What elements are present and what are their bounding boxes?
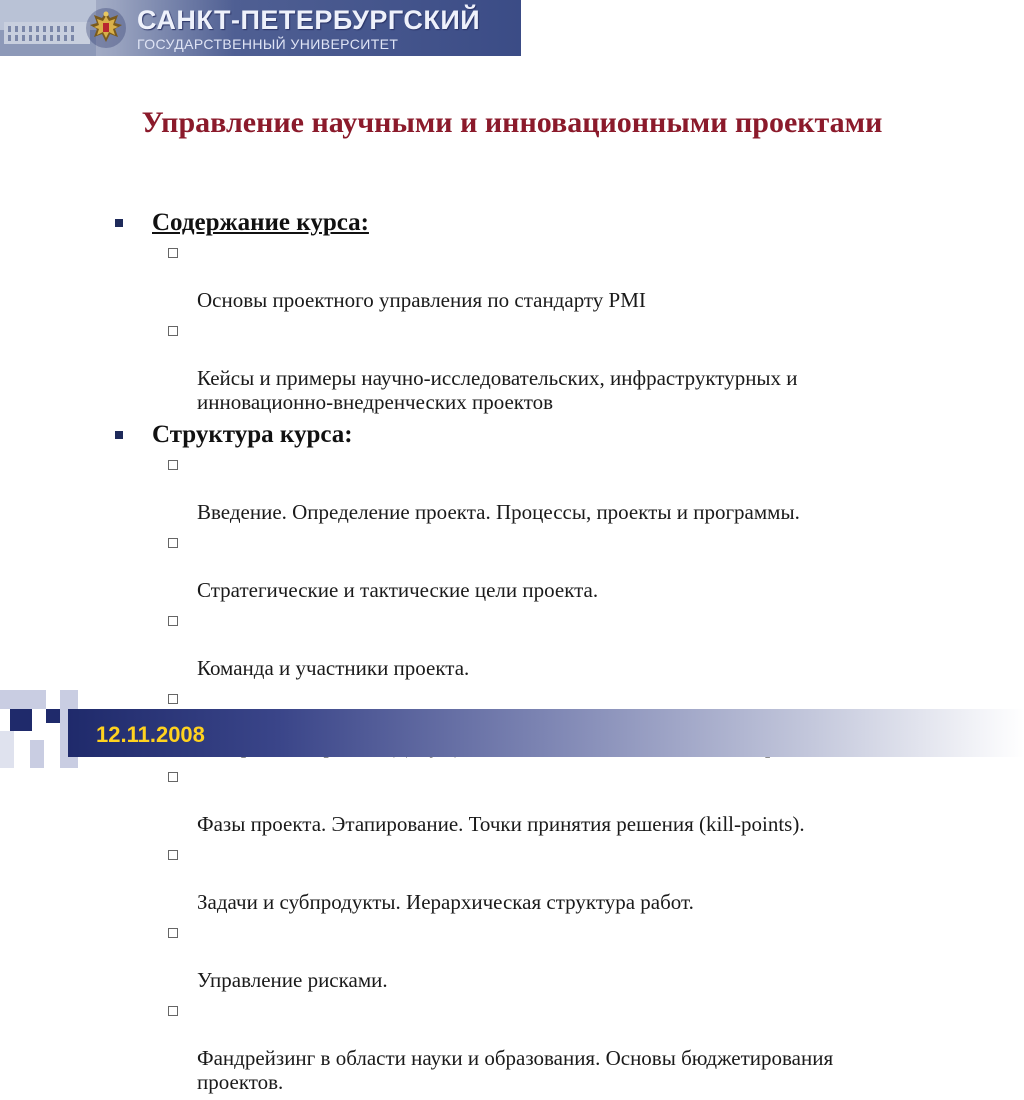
list-item-text: Стратегические и тактические цели проекта. (197, 578, 599, 602)
square-bullet-icon (115, 219, 123, 227)
list-item (112, 240, 1012, 312)
footer-decor-square (0, 690, 46, 709)
footer-date: 12.11.2008 (96, 722, 205, 747)
footer-decor-square (46, 709, 60, 723)
hollow-square-bullet-icon (168, 1006, 178, 1016)
university-building-image (0, 0, 96, 56)
list-item-text: Кейсы и примеры научно-исследовательских, инфраструктурных и инновационно-внедренческих проектов (197, 366, 798, 414)
list-item-text: Управление рисками. (197, 968, 388, 992)
page-title: Управление научными и инновационными проектами (141, 106, 883, 139)
section-heading-content (112, 208, 1012, 238)
university-banner (0, 0, 521, 56)
eagle-emblem-icon (84, 6, 128, 50)
section-heading-structure (112, 420, 1012, 450)
hollow-square-bullet-icon (168, 460, 178, 470)
content-item-list (112, 240, 1012, 414)
list-item (112, 764, 1012, 836)
list-item-text: Введение. Определение проекта. Процессы, проекты и программы. (197, 500, 800, 524)
hollow-square-bullet-icon (168, 616, 178, 626)
list-item (112, 318, 1012, 414)
hollow-square-bullet-icon (168, 248, 178, 258)
footer-decor-square (30, 740, 44, 768)
course-content (112, 208, 1012, 1100)
list-item (112, 842, 1012, 914)
footer-bar (68, 709, 1024, 757)
footer-decor-square (0, 731, 14, 768)
hollow-square-bullet-icon (168, 850, 178, 860)
list-item (112, 920, 1012, 992)
list-item-text: Команда и участники проекта. (197, 656, 470, 680)
hollow-square-bullet-icon (168, 326, 178, 336)
section-heading-text: Структура курса: (152, 421, 353, 448)
list-item (112, 608, 1012, 680)
hollow-square-bullet-icon (168, 772, 178, 782)
university-name-line2: ГОСУДАРСТВЕННЫЙ УНИВЕРСИТЕТ (137, 36, 399, 52)
list-item (112, 998, 1012, 1094)
hollow-square-bullet-icon (168, 694, 178, 704)
list-item (112, 452, 1012, 524)
list-item-text: Фандрейзинг в области науки и образования. Основы бюджетирования проектов. (197, 1046, 834, 1094)
structure-item-list (112, 452, 1012, 1094)
square-bullet-icon (115, 431, 123, 439)
section-heading-text: Содержание курса: (152, 209, 369, 236)
hollow-square-bullet-icon (168, 928, 178, 938)
list-item-text: Задачи и субпродукты. Иерархическая структура работ. (197, 890, 694, 914)
list-item-text: Фазы проекта. Этапирование. Точки принятия решения (kill-points). (197, 812, 805, 836)
footer-decor-square (10, 709, 32, 731)
list-item (112, 530, 1012, 602)
university-name-line1: САНКТ-ПЕТЕРБУРГСКИЙ (137, 5, 481, 35)
hollow-square-bullet-icon (168, 538, 178, 548)
list-item-text: Основы проектного управления по стандарту PMI (197, 288, 646, 312)
